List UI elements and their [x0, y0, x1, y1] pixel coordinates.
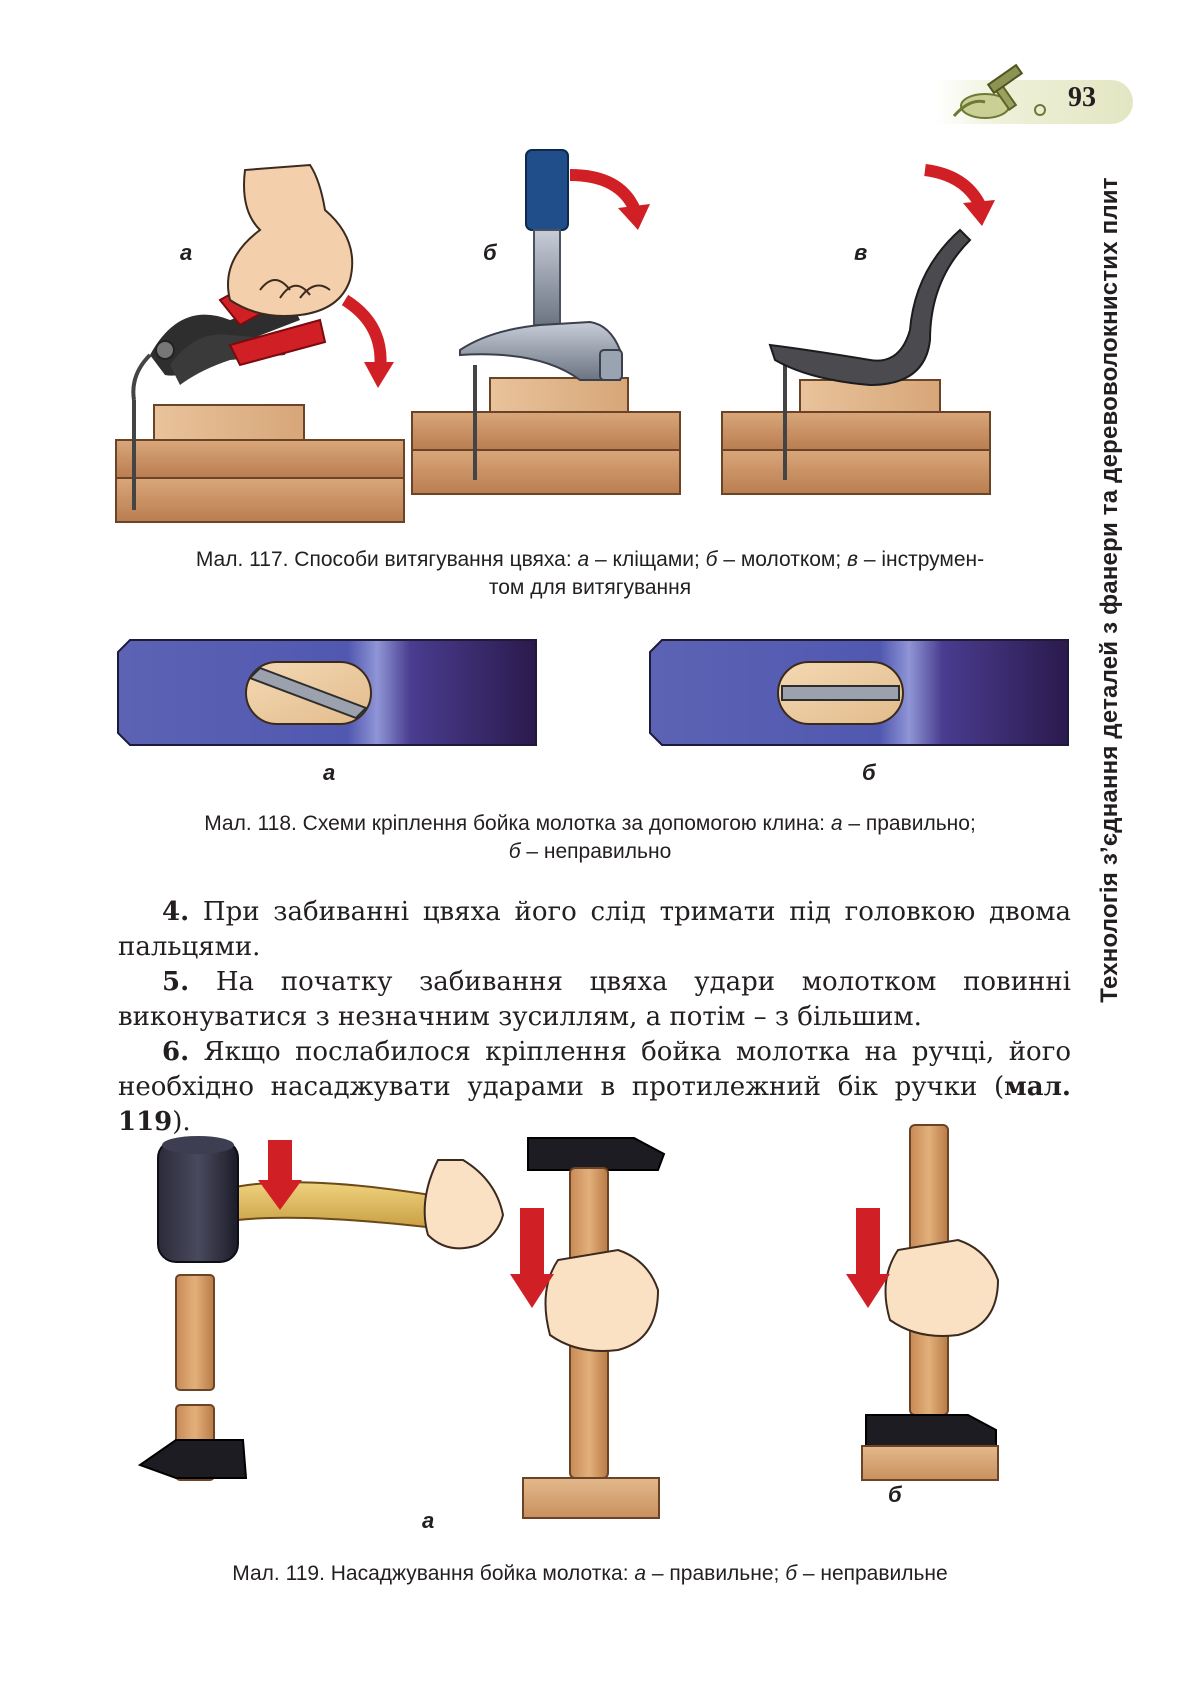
fig117-panel-v	[722, 170, 995, 494]
fig117-illustration	[110, 150, 1070, 530]
hand-icon	[228, 165, 352, 316]
fig119-panel-a	[140, 1136, 503, 1480]
hammer-head-incorrect	[650, 640, 1068, 745]
fig119-panel-b	[846, 1125, 998, 1480]
hammer-head-correct	[118, 640, 536, 745]
fig118-caption: Мал. 118. Схеми кріплення бойка молотка за допомогою клина: а – правильно; б – неправильно	[204, 812, 976, 863]
rule-4: 4. При забиванні цвяха його слід тримати під головкою двома пальцями.	[118, 897, 1071, 962]
fig117-panel-b	[412, 150, 680, 494]
fig117-label-a: а	[180, 240, 193, 265]
fig118-label-b: б	[862, 760, 876, 785]
rubber-mallet-icon	[158, 1136, 238, 1262]
fig118-illustration	[118, 640, 1068, 750]
hand-icon	[886, 1240, 999, 1336]
rule-5: 5. На початку забивання цвяха удари молотком повинні виконуватися з незначним зусиллям, а потім – з більшим.	[118, 967, 1071, 1032]
fig119-label-a: а	[422, 1508, 435, 1533]
fig119-label-b: б	[888, 1482, 902, 1507]
fig119-illustration	[118, 1140, 1078, 1540]
fig117-label-b: б	[483, 240, 497, 265]
hammer-hand-logo-icon	[940, 68, 1050, 128]
fig117-label-v: в	[854, 240, 868, 265]
rule-6: 6. Якщо послабилося кріплення бойка молотка на ручці, його необхідно насаджувати ударами в протилежний бік ручки (мал. 119).	[118, 1037, 1071, 1137]
hand-icon	[546, 1250, 659, 1351]
body-text	[118, 895, 1071, 1140]
nail-puller-icon	[770, 230, 970, 385]
fig119-panel-middle	[510, 1138, 664, 1518]
fig117-caption: Мал. 117. Способи витягування цвяха: а – кліщами; б – молотком; в – інструмен- том для витягування	[195, 548, 985, 599]
page-number: 93	[1068, 82, 1096, 113]
fig117-panel-a	[116, 165, 404, 522]
chapter-sidebar-title	[1080, 177, 1140, 1003]
hand-icon	[425, 1160, 503, 1248]
sidebar-text: Технологія з’єднання деталей з фанери та деревоволокнистих плит	[1096, 177, 1123, 1003]
fig118-label-a: а	[323, 760, 336, 785]
fig119-caption: Мал. 119. Насаджування бойка молотка: а – правильне; б – неправильне	[232, 1562, 948, 1585]
